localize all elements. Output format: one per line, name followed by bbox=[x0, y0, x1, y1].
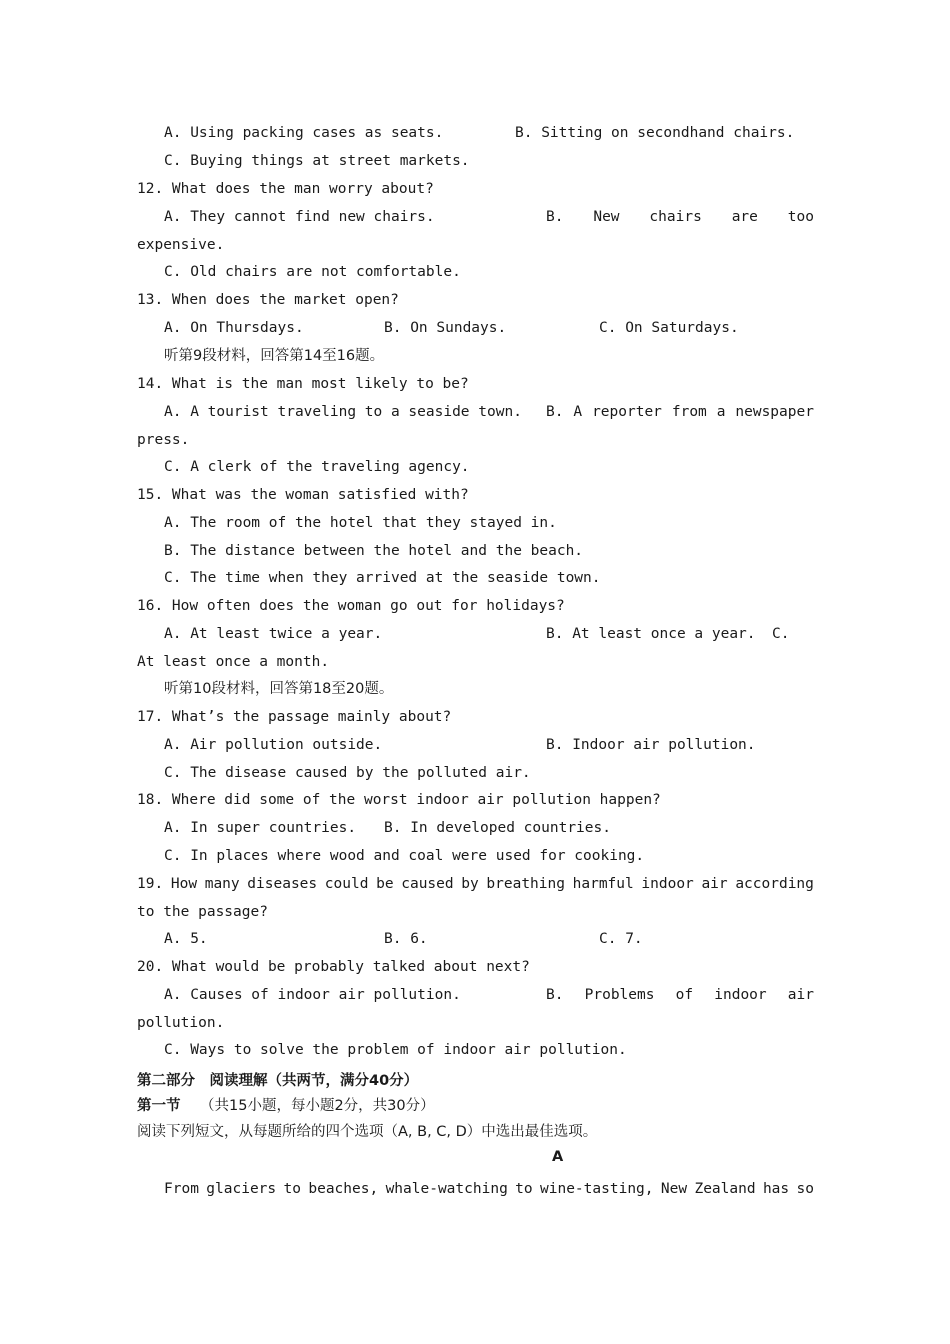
word: B. bbox=[546, 987, 564, 1003]
q20-option-c: C. Ways to solve the problem of indoor air pollution. bbox=[164, 1042, 627, 1058]
word: be bbox=[376, 876, 394, 892]
word: Zealand bbox=[694, 1181, 756, 1197]
word: breathing bbox=[486, 876, 565, 892]
q12-option-a: A. They cannot find new chairs. bbox=[164, 209, 435, 225]
word: reporter bbox=[592, 404, 662, 420]
q19-option-b: B. 6. bbox=[384, 931, 428, 947]
q19-stem bbox=[137, 874, 814, 894]
q16-option-c-continued: At least once a month. bbox=[137, 654, 330, 670]
q13-option-a: A. On Thursdays. bbox=[164, 320, 304, 336]
word: New bbox=[593, 209, 620, 225]
word: to bbox=[283, 1181, 301, 1197]
q20-option-b bbox=[546, 985, 814, 1005]
word: 19. bbox=[137, 876, 164, 892]
q17-option-a: A. Air pollution outside. bbox=[164, 737, 383, 753]
word: according bbox=[735, 876, 814, 892]
word: indoor bbox=[641, 876, 694, 892]
passage-first-line bbox=[164, 1179, 814, 1199]
q13-option-c: C. On Saturdays. bbox=[599, 320, 739, 336]
q20-option-a: A. Causes of indoor air pollution. bbox=[164, 987, 461, 1003]
word: whale-watching bbox=[385, 1181, 508, 1197]
q20-stem: 20. What would be probably talked about next? bbox=[137, 959, 530, 975]
word: wine-tasting, bbox=[540, 1181, 654, 1197]
word: by bbox=[461, 876, 479, 892]
word: Problems bbox=[584, 987, 655, 1003]
q19-option-a: A. 5. bbox=[164, 931, 208, 947]
q13-stem: 13. When does the market open? bbox=[137, 292, 399, 308]
word: could bbox=[324, 876, 369, 892]
section1-title: 第一节 bbox=[137, 1098, 181, 1114]
q19-option-c: C. 7. bbox=[599, 931, 643, 947]
q16-option-b: B. At least once a year. bbox=[546, 626, 756, 642]
q12-option-b-continued: expensive. bbox=[137, 237, 225, 253]
word: many bbox=[204, 876, 240, 892]
section-10-instruction: 听第10段材料，回答第18至20题。 bbox=[164, 681, 394, 697]
word: diseases bbox=[247, 876, 318, 892]
q13-option-b: B. On Sundays. bbox=[384, 320, 507, 336]
word: chairs bbox=[649, 209, 702, 225]
word: has bbox=[762, 1181, 790, 1197]
q14-option-a: A. A tourist traveling to a seaside town. bbox=[164, 404, 522, 420]
q16-option-a: A. At least twice a year. bbox=[164, 626, 383, 642]
q15-stem: 15. What was the woman satisfied with? bbox=[137, 487, 469, 503]
q18-option-b: B. In developed countries. bbox=[384, 820, 611, 836]
word: to bbox=[515, 1181, 533, 1197]
q11-option-a: A. Using packing cases as seats. bbox=[164, 125, 444, 141]
word: How bbox=[170, 876, 198, 892]
word: newspaper bbox=[735, 404, 814, 420]
q18-option-c: C. In places where wood and coal were used for cooking. bbox=[164, 848, 645, 864]
q11-option-b: B. Sitting on secondhand chairs. bbox=[515, 125, 795, 141]
q12-option-b bbox=[546, 207, 814, 227]
section1-note: （共15小题，每小题2分，共30分） bbox=[200, 1098, 435, 1114]
q18-stem: 18. Where did some of the worst indoor air pollution happen? bbox=[137, 792, 661, 808]
word: of bbox=[675, 987, 694, 1003]
word: B. bbox=[546, 404, 564, 420]
word: A bbox=[573, 404, 583, 420]
word: B. bbox=[546, 209, 564, 225]
word: a bbox=[716, 404, 726, 420]
q17-option-b: B. Indoor air pollution. bbox=[546, 737, 756, 753]
word: air bbox=[787, 987, 814, 1003]
word: air bbox=[701, 876, 728, 892]
q11-option-c: C. Buying things at street markets. bbox=[164, 153, 470, 169]
word: from bbox=[671, 404, 707, 420]
q15-option-a: A. The room of the hotel that they stayed in. bbox=[164, 515, 557, 531]
word: From bbox=[164, 1181, 199, 1197]
q19-stem-continued: to the passage? bbox=[137, 904, 268, 920]
q12-stem: 12. What does the man worry about? bbox=[137, 181, 434, 197]
word: beaches, bbox=[308, 1181, 379, 1197]
passage-label: A bbox=[552, 1149, 564, 1165]
word: indoor bbox=[714, 987, 767, 1003]
part2-heading: 第二部分 阅读理解（共两节，满分40分） bbox=[137, 1073, 419, 1089]
word: so bbox=[796, 1181, 814, 1197]
q15-option-c: C. The time when they arrived at the seaside town. bbox=[164, 570, 601, 586]
q15-option-b: B. The distance between the hotel and the beach. bbox=[164, 543, 584, 559]
word: New bbox=[660, 1181, 688, 1197]
word: are bbox=[731, 209, 758, 225]
q14-option-c: C. A clerk of the traveling agency. bbox=[164, 459, 470, 475]
q14-option-b-continued: press. bbox=[137, 432, 190, 448]
q14-stem: 14. What is the man most likely to be? bbox=[137, 376, 469, 392]
q16-option-c-label: C. bbox=[772, 626, 790, 642]
q17-option-c: C. The disease caused by the polluted air. bbox=[164, 765, 531, 781]
word: caused bbox=[401, 876, 454, 892]
word: glaciers bbox=[206, 1181, 277, 1197]
q17-stem: 17. What’s the passage mainly about? bbox=[137, 709, 452, 725]
q14-option-b bbox=[546, 402, 814, 422]
q20-option-b-continued: pollution. bbox=[137, 1015, 225, 1031]
word: too bbox=[787, 209, 814, 225]
reading-instruction: 阅读下列短文，从每题所给的四个选项（A, B, C, D）中选出最佳选项。 bbox=[137, 1124, 598, 1140]
q16-stem: 16. How often does the woman go out for holidays? bbox=[137, 598, 565, 614]
word: harmful bbox=[572, 876, 634, 892]
q18-option-a: A. In super countries. bbox=[164, 820, 357, 836]
q12-option-c: C. Old chairs are not comfortable. bbox=[164, 264, 461, 280]
section-9-instruction: 听第9段材料，回答第14至16题。 bbox=[164, 348, 385, 364]
